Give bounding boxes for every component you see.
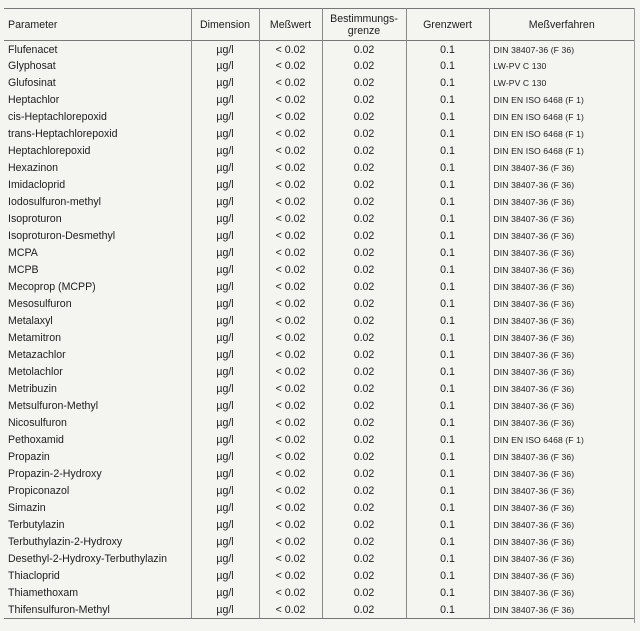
cell-parameter: Propazin-2-Hydroxy [8,468,102,480]
header-bestimmungsgrenze-line1: Bestimmungs- [330,12,398,25]
cell-parameter: Heptachlor [8,94,60,106]
cell-parameter: Imidacloprid [8,179,66,191]
cell-grenzwert: 0.1 [406,228,489,245]
cell-bestimmungsgrenze: 0.02 [322,109,406,126]
cell-messwert: < 0.02 [259,483,322,500]
cell-dimension: µg/l [191,585,259,602]
table-row [4,585,634,602]
cell-messwert: < 0.02 [259,398,322,415]
cell-messwert: < 0.02 [259,568,322,585]
cell-bestimmungsgrenze: 0.02 [322,585,406,602]
cell-parameter: Desethyl-2-Hydroxy-Terbuthylazin [8,553,167,565]
cell-grenzwert: 0.1 [406,551,489,568]
cell-parameter: Metsulfuron-Methyl [8,400,99,412]
cell-messverfahren: DIN 38407-36 (F 36) [489,398,634,415]
cell-bestimmungsgrenze: 0.02 [322,551,406,568]
cell-grenzwert: 0.1 [406,347,489,364]
cell-grenzwert: 0.1 [406,330,489,347]
cell-grenzwert: 0.1 [406,143,489,160]
cell-parameter: Metamitron [8,332,61,344]
cell-bestimmungsgrenze: 0.02 [322,92,406,109]
table-row [4,432,634,449]
cell-bestimmungsgrenze: 0.02 [322,449,406,466]
cell-parameter: Flufenacet [8,44,58,57]
table-row [4,296,634,313]
cell-messverfahren: DIN 38407-36 (F 36) [489,449,634,466]
cell-parameter: Glyphosat [8,60,56,72]
cell-messverfahren: DIN EN ISO 6468 (F 1) [489,126,634,143]
cell-messverfahren: DIN 38407-36 (F 36) [489,160,634,177]
cell-dimension: µg/l [191,466,259,483]
cell-bestimmungsgrenze: 0.02 [322,262,406,279]
cell-parameter: Pethoxamid [8,434,64,446]
cell-parameter: Hexazinon [8,162,59,174]
cell-bestimmungsgrenze: 0.02 [322,228,406,245]
cell-parameter: Metribuzin [8,383,57,395]
cell-dimension: µg/l [191,245,259,262]
cell-messverfahren: DIN 38407-36 (F 36) [489,534,634,551]
cell-messverfahren: DIN 38407-36 (F 36) [489,194,634,211]
cell-parameter: Thifensulfuron-Methyl [4,602,191,619]
cell-grenzwert: 0.1 [406,279,489,296]
cell-parameter: Heptachlorepoxid [8,145,91,157]
cell-grenzwert: 0.1 [406,364,489,381]
cell-parameter: Thiacloprid [8,570,60,582]
cell-dimension: µg/l [191,143,259,160]
cell-bestimmungsgrenze: 0.02 [322,347,406,364]
cell-dimension: µg/l [191,75,259,92]
cell-messverfahren: DIN 38407-36 (F 36) [489,245,634,262]
cell-messverfahren: DIN 38407-36 (F 36) [489,279,634,296]
cell-messverfahren: DIN 38407-36 (F 36) [489,347,634,364]
header-bestimmungsgrenze [322,9,406,41]
cell-bestimmungsgrenze: 0.02 [322,245,406,262]
table-header [4,9,634,41]
cell-grenzwert: 0.1 [406,262,489,279]
table-row [4,364,634,381]
cell-dimension: µg/l [191,160,259,177]
table-row [4,347,634,364]
cell-grenzwert: 0.1 [406,568,489,585]
cell-grenzwert: 0.1 [406,313,489,330]
cell-messwert: < 0.02 [259,143,322,160]
header-row [4,9,634,41]
cell-parameter: Terbutylazin [8,519,65,531]
cell-messverfahren: DIN EN ISO 6468 (F 1) [489,432,634,449]
cell-messwert: < 0.02 [259,160,322,177]
cell-messwert: < 0.02 [259,449,322,466]
table-row [4,92,634,109]
cell-messwert: < 0.02 [259,58,322,75]
cell-parameter: Metolachlor [8,366,63,378]
table-row [4,330,634,347]
cell-dimension: µg/l [191,262,259,279]
cell-dimension: µg/l [191,568,259,585]
cell-messwert: < 0.02 [259,585,322,602]
cell-bestimmungsgrenze: 0.02 [322,75,406,92]
cell-grenzwert: 0.1 [406,602,489,619]
cell-messverfahren: DIN 38407-36 (F 36) [489,296,634,313]
cell-dimension: µg/l [191,58,259,75]
cell-grenzwert: 0.1 [406,432,489,449]
results-table [4,8,634,619]
cell-dimension: µg/l [191,279,259,296]
cell-messwert: < 0.02 [259,415,322,432]
cell-messverfahren: DIN 38407-36 (F 36) [489,483,634,500]
cell-dimension: µg/l [191,415,259,432]
cell-bestimmungsgrenze: 0.02 [322,398,406,415]
table-row [4,483,634,500]
table-row [4,449,634,466]
header-grenzwert: Grenzwert [406,9,489,41]
cell-messwert: < 0.02 [259,41,322,58]
cell-dimension: µg/l [191,551,259,568]
cell-parameter: Iodosulfuron-methyl [8,196,102,208]
cell-bestimmungsgrenze: 0.02 [322,364,406,381]
cell-dimension: µg/l [191,313,259,330]
cell-parameter: Mecoprop (MCPP) [8,281,96,293]
table-row [4,41,634,58]
table-row [4,58,634,75]
cell-parameter: cis-Heptachlorepoxid [8,111,107,123]
table-row [4,398,634,415]
cell-grenzwert: 0.1 [406,381,489,398]
cell-grenzwert: 0.1 [406,245,489,262]
cell-grenzwert: 0.1 [406,109,489,126]
cell-grenzwert: 0.1 [406,500,489,517]
cell-dimension: µg/l [191,92,259,109]
header-messverfahren: Meßverfahren [489,9,634,41]
cell-bestimmungsgrenze: 0.02 [322,330,406,347]
cell-messwert: < 0.02 [259,602,322,619]
cell-messwert: < 0.02 [259,228,322,245]
cell-parameter: trans-Heptachlorepoxid [8,128,118,140]
cell-messwert: < 0.02 [259,364,322,381]
cell-grenzwert: 0.1 [406,534,489,551]
cell-parameter: Propiconazol [8,485,70,497]
table-row [4,109,634,126]
table-row [4,143,634,160]
cell-bestimmungsgrenze: 0.02 [322,177,406,194]
table-row [4,534,634,551]
cell-dimension: µg/l [191,228,259,245]
cell-bestimmungsgrenze: 0.02 [322,296,406,313]
cell-bestimmungsgrenze: 0.02 [322,58,406,75]
cell-messverfahren: DIN 38407-36 (F 36) [489,517,634,534]
cell-bestimmungsgrenze: 0.02 [322,500,406,517]
cell-messverfahren: DIN 38407-36 (F 36) [489,585,634,602]
cell-messverfahren: LW-PV C 130 [489,75,634,92]
cell-messverfahren: DIN 38407-36 (F 36) [489,41,634,58]
cell-dimension: µg/l [191,194,259,211]
cell-messverfahren: DIN 38407-36 (F 36) [489,364,634,381]
cell-parameter: Propazin [8,451,50,463]
cell-parameter: Glufosinat [8,77,56,89]
cell-grenzwert: 0.1 [406,75,489,92]
cell-dimension: µg/l [191,483,259,500]
cell-parameter: Metazachlor [8,349,66,361]
cell-grenzwert: 0.1 [406,415,489,432]
table-row [4,126,634,143]
cell-messwert: < 0.02 [259,381,322,398]
table-right-border [634,8,635,623]
table-row [4,415,634,432]
table-body [4,41,634,619]
cell-bestimmungsgrenze: 0.02 [322,568,406,585]
cell-grenzwert: 0.1 [406,517,489,534]
cell-dimension: µg/l [191,534,259,551]
cell-parameter: MCPB [8,264,39,276]
cell-parameter: Nicosulfuron [8,417,67,429]
cell-bestimmungsgrenze: 0.02 [322,381,406,398]
header-messwert: Meßwert [259,9,322,41]
cell-parameter: Metalaxyl [8,315,53,327]
cell-messwert: < 0.02 [259,296,322,313]
table-row [4,228,634,245]
cell-bestimmungsgrenze: 0.02 [322,126,406,143]
cell-messverfahren: DIN 38407-36 (F 36) [489,381,634,398]
cell-bestimmungsgrenze: 0.02 [322,415,406,432]
cell-dimension: µg/l [191,381,259,398]
cell-messverfahren: DIN EN ISO 6468 (F 1) [489,143,634,160]
cell-messwert: < 0.02 [259,313,322,330]
cell-bestimmungsgrenze: 0.02 [322,194,406,211]
table-row [4,466,634,483]
cell-grenzwert: 0.1 [406,177,489,194]
cell-parameter: Simazin [8,502,46,514]
table-row [4,500,634,517]
cell-messwert: < 0.02 [259,109,322,126]
cell-messverfahren: DIN 38407-36 (F 36) [489,415,634,432]
cell-messverfahren: DIN 38407-36 (F 36) [489,177,634,194]
cell-messverfahren: DIN 38407-36 (F 36) [489,500,634,517]
table-row [4,279,634,296]
cell-messverfahren: DIN EN ISO 6468 (F 1) [489,109,634,126]
cell-parameter: Isoproturon [8,213,62,225]
header-dimension: Dimension [191,9,259,41]
cell-parameter: Terbuthylazin-2-Hydroxy [8,536,123,548]
cell-grenzwert: 0.1 [406,58,489,75]
cell-dimension: µg/l [191,41,259,58]
cell-grenzwert: 0.1 [406,211,489,228]
cell-dimension: µg/l [191,109,259,126]
cell-messwert: < 0.02 [259,245,322,262]
cell-messverfahren: LW-PV C 130 [489,58,634,75]
cell-dimension: µg/l [191,126,259,143]
table-row [4,75,634,92]
cell-bestimmungsgrenze: 0.02 [322,534,406,551]
cell-grenzwert: 0.1 [406,194,489,211]
cell-messwert: < 0.02 [259,262,322,279]
cell-dimension: µg/l [191,296,259,313]
table-row [4,551,634,568]
cell-dimension: µg/l [191,432,259,449]
table-row [4,245,634,262]
cell-dimension: µg/l [191,500,259,517]
cell-messverfahren: DIN 38407-36 (F 36) [489,313,634,330]
cell-dimension: µg/l [191,517,259,534]
header-bestimmungsgrenze-line2: grenze [347,24,381,37]
cell-messwert: < 0.02 [259,347,322,364]
cell-dimension: µg/l [191,211,259,228]
cell-messverfahren: DIN 38407-36 (F 36) [489,568,634,585]
cell-bestimmungsgrenze: 0.02 [322,211,406,228]
cell-grenzwert: 0.1 [406,126,489,143]
cell-messverfahren: DIN 38407-36 (F 36) [489,228,634,245]
cell-grenzwert: 0.1 [406,160,489,177]
cell-grenzwert: 0.1 [406,449,489,466]
cell-messwert: < 0.02 [259,194,322,211]
table-row [4,381,634,398]
cell-messverfahren: DIN 38407-36 (F 36) [489,211,634,228]
cell-grenzwert: 0.1 [406,92,489,109]
cell-messwert: < 0.02 [259,279,322,296]
cell-messwert: < 0.02 [259,432,322,449]
cell-bestimmungsgrenze: 0.02 [322,517,406,534]
table-row [4,517,634,534]
table-row [4,177,634,194]
cell-messwert: < 0.02 [259,330,322,347]
table-row [4,160,634,177]
cell-messwert: < 0.02 [259,551,322,568]
cell-messwert: < 0.02 [259,466,322,483]
table-row [4,602,634,619]
cell-dimension: µg/l [191,347,259,364]
cell-dimension: µg/l [191,330,259,347]
cell-bestimmungsgrenze: 0.02 [322,483,406,500]
cell-messwert: < 0.02 [259,126,322,143]
cell-messverfahren: DIN 38407-36 (F 36) [489,602,634,619]
cell-bestimmungsgrenze: 0.02 [322,41,406,58]
cell-dimension: µg/l [191,602,259,619]
cell-bestimmungsgrenze: 0.02 [322,143,406,160]
cell-grenzwert: 0.1 [406,483,489,500]
cell-messwert: < 0.02 [259,92,322,109]
cell-messverfahren: DIN 38407-36 (F 36) [489,466,634,483]
cell-parameter: Thiamethoxam [8,587,79,599]
cell-bestimmungsgrenze: 0.02 [322,313,406,330]
cell-dimension: µg/l [191,177,259,194]
cell-messwert: < 0.02 [259,177,322,194]
cell-bestimmungsgrenze: 0.02 [322,160,406,177]
cell-bestimmungsgrenze: 0.02 [322,279,406,296]
cell-messwert: < 0.02 [259,500,322,517]
cell-grenzwert: 0.1 [406,398,489,415]
cell-bestimmungsgrenze: 0.02 [322,602,406,619]
header-parameter: Parameter [8,18,58,31]
cell-messverfahren: DIN EN ISO 6468 (F 1) [489,92,634,109]
table-row [4,211,634,228]
cell-messverfahren: DIN 38407-36 (F 36) [489,262,634,279]
cell-grenzwert: 0.1 [406,466,489,483]
cell-grenzwert: 0.1 [406,296,489,313]
cell-parameter: Isoproturon-Desmethyl [8,230,116,242]
cell-messwert: < 0.02 [259,517,322,534]
cell-dimension: µg/l [191,364,259,381]
cell-dimension: µg/l [191,449,259,466]
cell-bestimmungsgrenze: 0.02 [322,466,406,483]
cell-grenzwert: 0.1 [406,585,489,602]
cell-messwert: < 0.02 [259,211,322,228]
table-row [4,568,634,585]
cell-dimension: µg/l [191,398,259,415]
table-row [4,262,634,279]
table-row [4,313,634,330]
cell-grenzwert: 0.1 [406,41,489,58]
cell-messverfahren: DIN 38407-36 (F 36) [489,551,634,568]
cell-messwert: < 0.02 [259,534,322,551]
cell-messverfahren: DIN 38407-36 (F 36) [489,330,634,347]
cell-parameter: MCPA [8,247,38,259]
cell-messwert: < 0.02 [259,75,322,92]
table-row [4,194,634,211]
cell-bestimmungsgrenze: 0.02 [322,432,406,449]
cell-parameter: Mesosulfuron [8,298,72,310]
